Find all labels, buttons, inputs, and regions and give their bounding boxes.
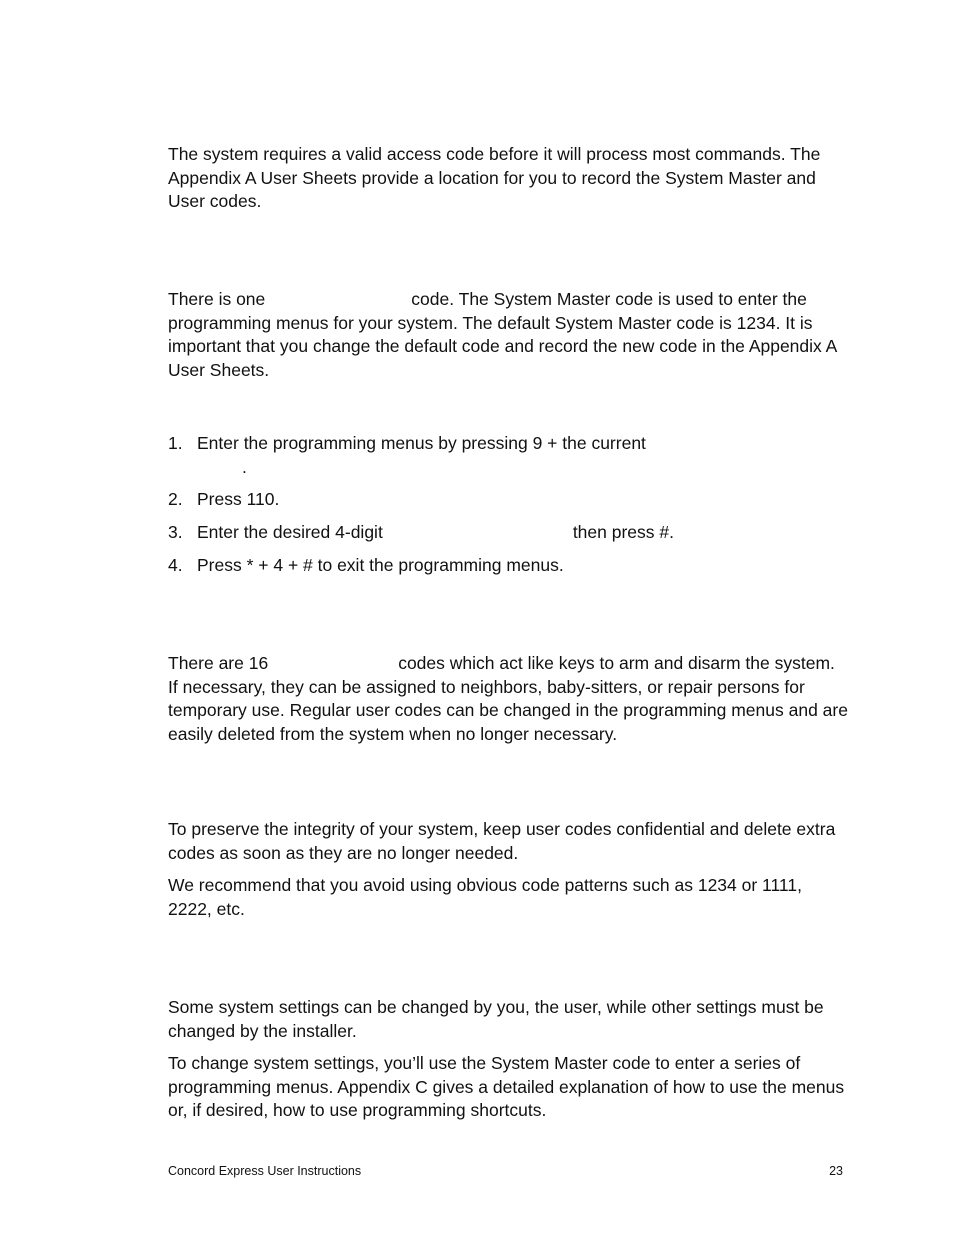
settings-paragraph-1: Some system settings can be changed by you, the user, while other settings must be changed by the installer. bbox=[168, 997, 824, 1041]
step-text: Press 110. bbox=[197, 489, 280, 509]
step-3 bbox=[168, 521, 848, 545]
system-master-text-after: code. The System Master code is used to enter the programming menus for your system. The default System Master code is 1234. It is important that you change the default code and record the new code in the Appendix A User Sheets. bbox=[168, 289, 837, 380]
step-text-after: then press #. bbox=[572, 522, 674, 542]
step-number: 3. bbox=[168, 522, 183, 542]
step-continuation: . bbox=[242, 456, 247, 477]
user-codes-paragraph bbox=[168, 652, 848, 746]
page-number: 23 bbox=[829, 1164, 843, 1178]
step-2 bbox=[168, 488, 848, 512]
footer-title: Concord Express User Instructions bbox=[168, 1164, 362, 1178]
step-text-before: Enter the desired 4-digit bbox=[197, 522, 383, 542]
step-text: Press * + 4 + # to exit the programming menus. bbox=[197, 555, 564, 575]
step-4 bbox=[168, 554, 848, 578]
step-1 bbox=[168, 432, 848, 479]
security-paragraph-2: We recommend that you avoid using obvious code patterns such as 1234 or 1111, 2222, etc. bbox=[168, 875, 802, 919]
system-master-text-before: There is one bbox=[168, 289, 266, 309]
step-number: 1. bbox=[168, 433, 183, 453]
security-paragraph-1: To preserve the integrity of your system, keep user codes confidential and delete extra codes as soon as they are no longer needed. bbox=[168, 819, 836, 863]
settings-paragraph-2: To change system settings, you’ll use the System Master code to enter a series of programming menus. Appendix C gives a detailed explanation of how to use the menus or, if desired, how to use programming shortcuts. bbox=[168, 1053, 845, 1120]
user-codes-text-before: There are 16 bbox=[168, 653, 269, 673]
user-codes-text-after: codes which act like keys to arm and disarm the system. If necessary, they can be assigned to neighbors, baby-sitters, or repair persons for temporary use. Regular user codes can be changed in the programming menus and are easily deleted from the system when no longer necessary. bbox=[168, 653, 848, 744]
step-number: 4. bbox=[168, 555, 183, 575]
intro-paragraph: The system requires a valid access code before it will process most commands. The Appendix A User Sheets provide a location for you to record the System Master and User codes. bbox=[168, 144, 821, 211]
step-number: 2. bbox=[168, 489, 183, 509]
system-master-paragraph bbox=[168, 288, 848, 382]
step-text: Enter the programming menus by pressing 9 + the current bbox=[197, 433, 646, 453]
